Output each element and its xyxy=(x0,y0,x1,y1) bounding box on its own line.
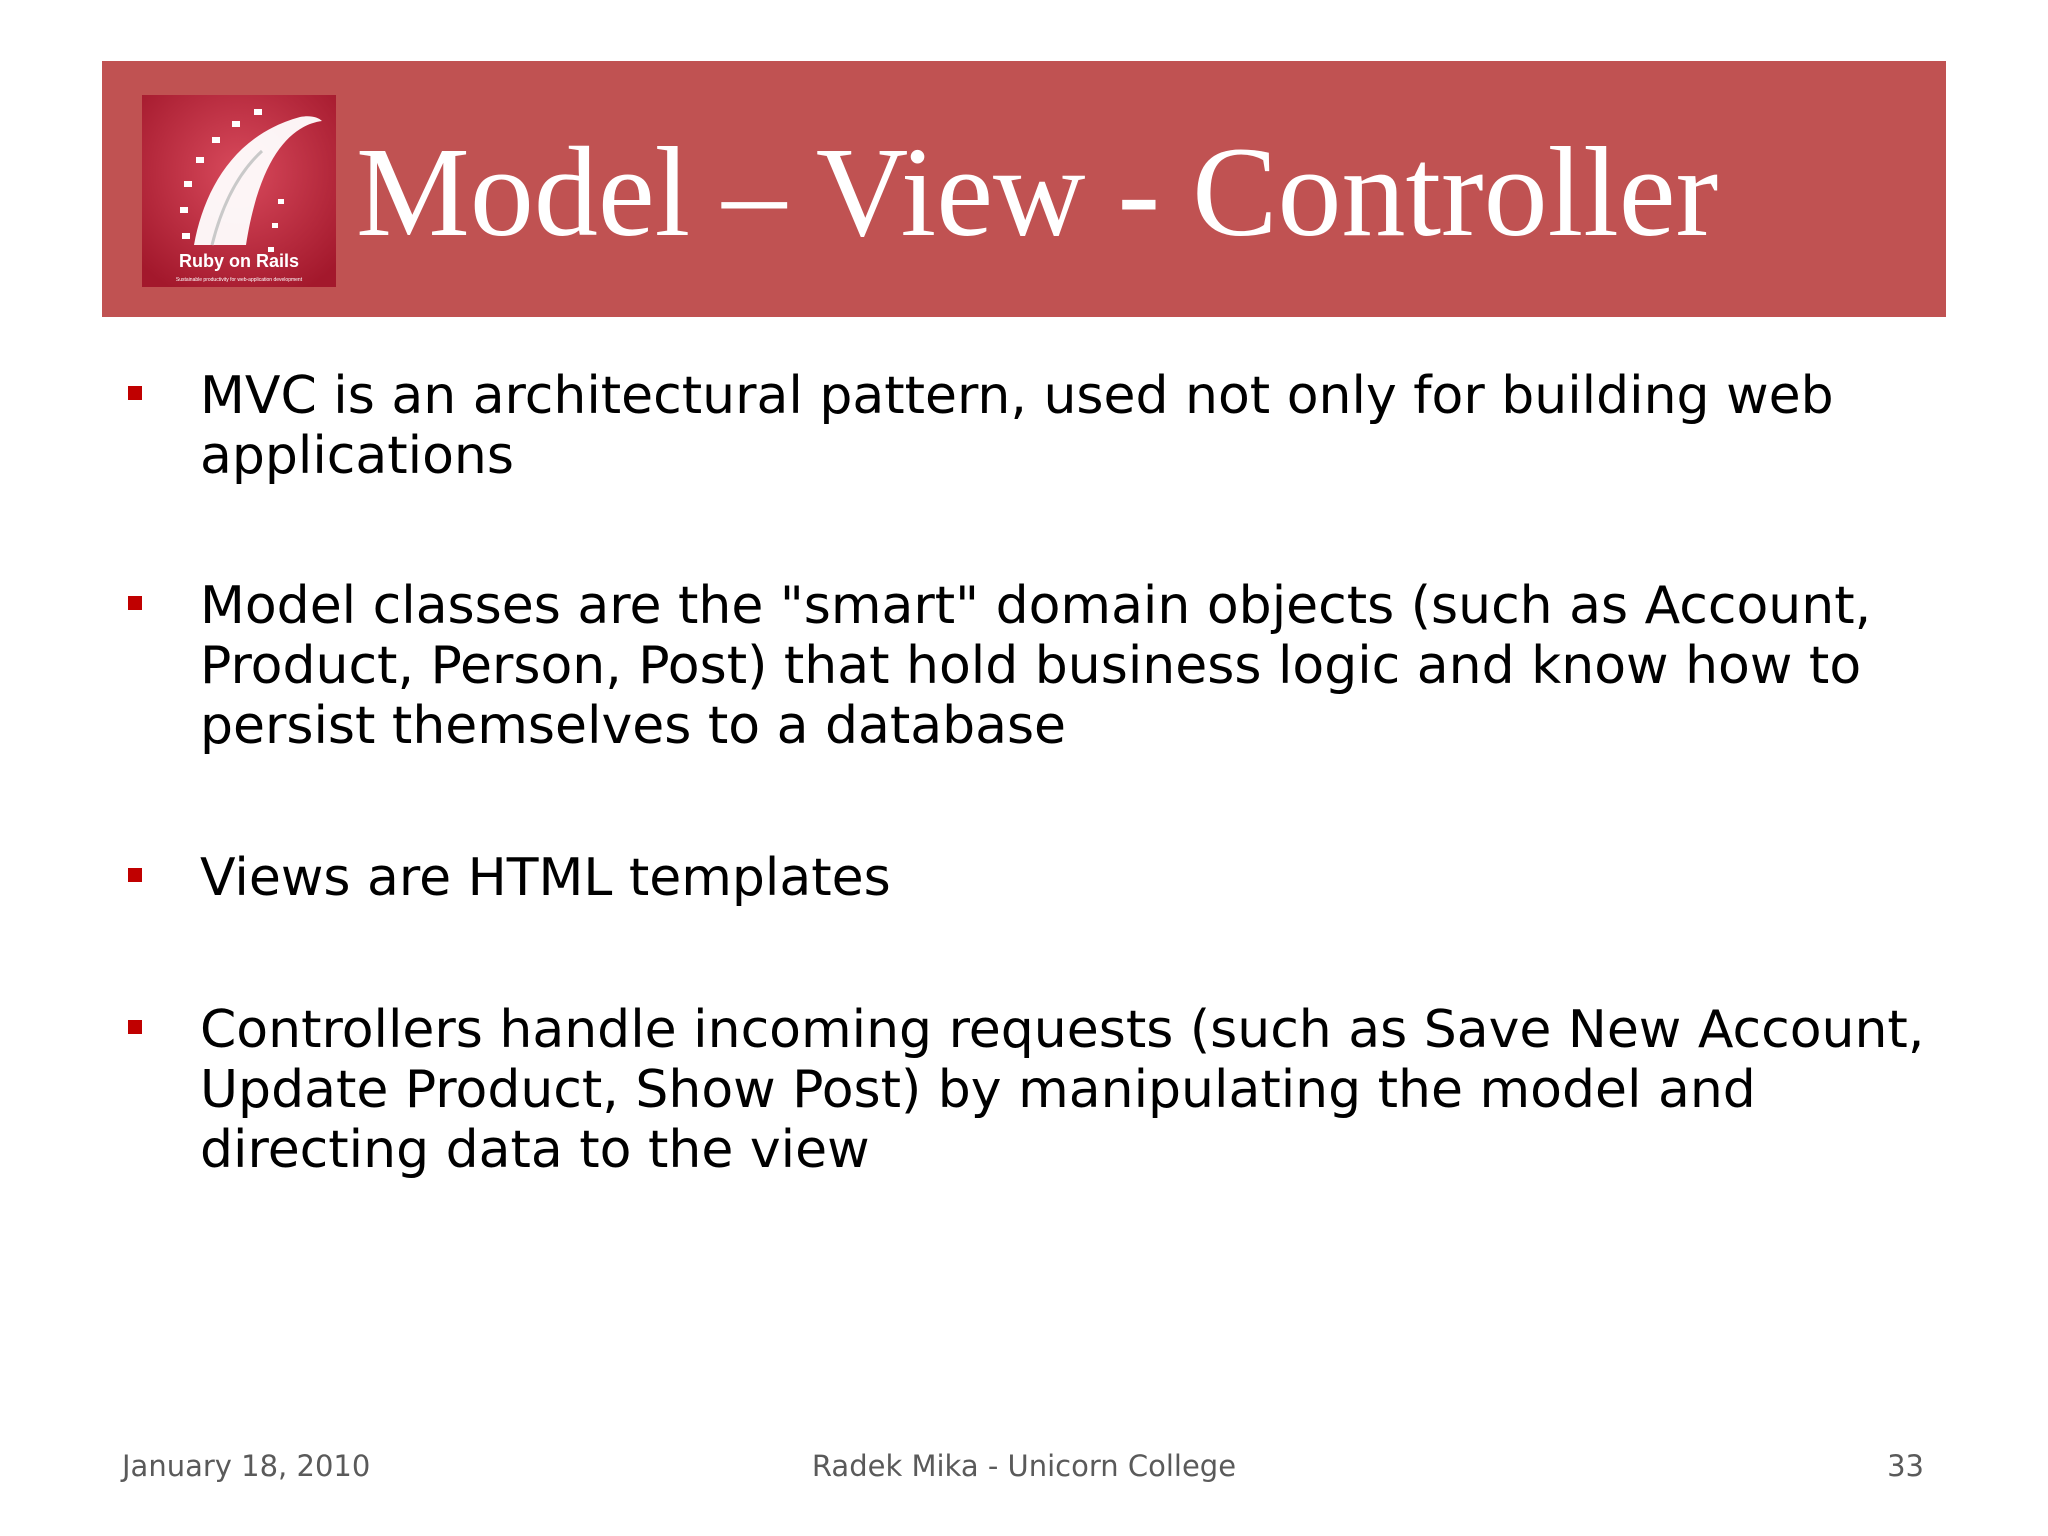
bullet-line: directing data to the view xyxy=(200,1120,870,1180)
bullet-marker-icon xyxy=(128,868,142,882)
bullet-item xyxy=(200,576,1920,756)
ruby-on-rails-logo xyxy=(142,95,336,287)
footer-date: January 18, 2010 xyxy=(122,1449,371,1483)
page-number: 33 xyxy=(1887,1449,1924,1483)
bullet-item xyxy=(200,1000,1925,1180)
bullet-line: Controllers handle incoming requests (such as Save New Account, xyxy=(200,1000,1925,1060)
bullet-line: Update Product, Show Post) by manipulating the model and xyxy=(200,1060,1756,1120)
bullet-line: Views are HTML templates xyxy=(200,848,891,908)
bullet-item xyxy=(200,366,1920,486)
footer-author: Radek Mika - Unicorn College xyxy=(811,1449,1237,1483)
bullet-line: persist themselves to a database xyxy=(200,696,1067,756)
slide-title: Model – View - Controller xyxy=(356,121,1719,263)
bullet-line: Product, Person, Post) that hold business logic and know how to xyxy=(200,636,1862,696)
bullet-marker-icon xyxy=(128,386,142,400)
logo-label: Ruby on Rails xyxy=(178,251,300,271)
bullet-line: applications xyxy=(200,426,514,486)
bullet-line: MVC is an architectural pattern, used not only for building web xyxy=(200,366,1834,426)
logo-tagline: Sustainable productivity for web-application development xyxy=(175,277,303,283)
bullet-marker-icon xyxy=(128,596,142,610)
bullet-item xyxy=(200,848,1920,908)
bullet-line: Model classes are the "smart" domain objects (such as Account, xyxy=(200,576,1872,636)
bullet-marker-icon xyxy=(128,1020,142,1034)
